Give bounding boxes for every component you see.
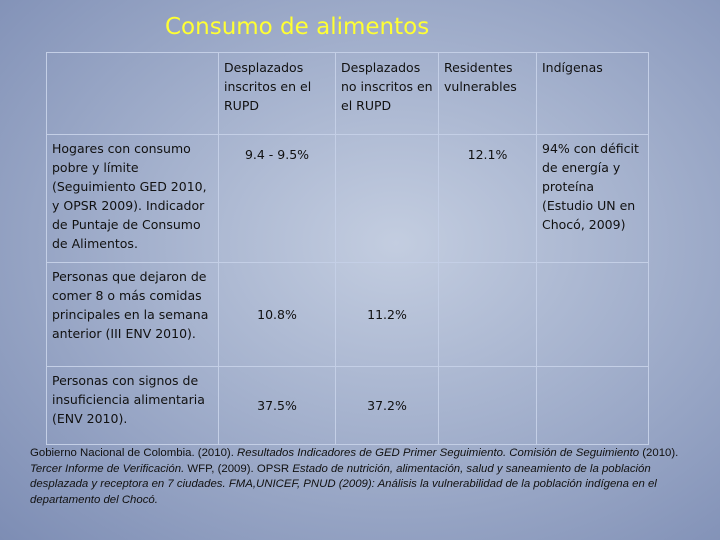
header-desplazados-no-inscritos: Desplazados no inscritos en el RUPD — [336, 53, 439, 135]
source-part: Tercer Informe de Verificación. — [30, 462, 185, 475]
value-no-inscritos — [336, 135, 439, 263]
slide-title: Consumo de alimentos — [165, 14, 430, 40]
value-indigenas: 94% con déficit de energía y proteína (Estudio UN en Chocó, 2009) — [537, 135, 649, 263]
source-part: (2010). — [639, 447, 679, 459]
value-residentes — [439, 367, 537, 445]
table-header-row — [47, 53, 649, 135]
header-residentes-vulnerables: Residentes vulnerables — [439, 53, 537, 135]
source-citation — [30, 446, 690, 508]
table-row — [47, 367, 649, 445]
source-part: Gobierno Nacional de Colombia. (2010). — [30, 447, 238, 459]
value-indigenas — [537, 263, 649, 367]
row-label: Personas que dejaron de comer 8 o más comidas principales en la semana anterior (III ENV 2010). — [47, 263, 219, 367]
table-row — [47, 135, 649, 263]
source-part: Resultados Indicadores de GED Primer Seguimiento. Comisión de Seguimiento — [237, 447, 640, 459]
source-part: WFP, (2009). OPSR — [184, 462, 293, 475]
value-inscritos: 9.4 - 9.5% — [219, 135, 336, 263]
value-residentes: 12.1% — [439, 135, 537, 263]
value-no-inscritos: 11.2% — [336, 263, 439, 367]
value-no-inscritos: 37.2% — [336, 367, 439, 445]
value-residentes — [439, 263, 537, 367]
value-indigenas — [537, 367, 649, 445]
header-desplazados-inscritos: Desplazados inscritos en el RUPD — [219, 53, 336, 135]
source-part: Estado de nutrición, alimentación, salud y saneamiento de la población desplazada y receptora en 7 ciudades. FMA,UNICEF, PNUD (2009): Análisis la vulnerabilidad de la población indígena en el departamento del Chocó. — [30, 462, 657, 506]
row-label: Personas con signos de insuficiencia alimentaria (ENV 2010). — [47, 367, 219, 445]
header-empty-cell — [47, 53, 219, 135]
value-inscritos: 37.5% — [219, 367, 336, 445]
value-inscritos: 10.8% — [219, 263, 336, 367]
food-consumption-table — [46, 52, 649, 445]
header-indigenas: Indígenas — [537, 53, 649, 135]
row-label: Hogares con consumo pobre y límite (Seguimiento GED 2010, y OPSR 2009). Indicador de Puntaje de Consumo de Alimentos. — [47, 135, 219, 263]
table-row — [47, 263, 649, 367]
